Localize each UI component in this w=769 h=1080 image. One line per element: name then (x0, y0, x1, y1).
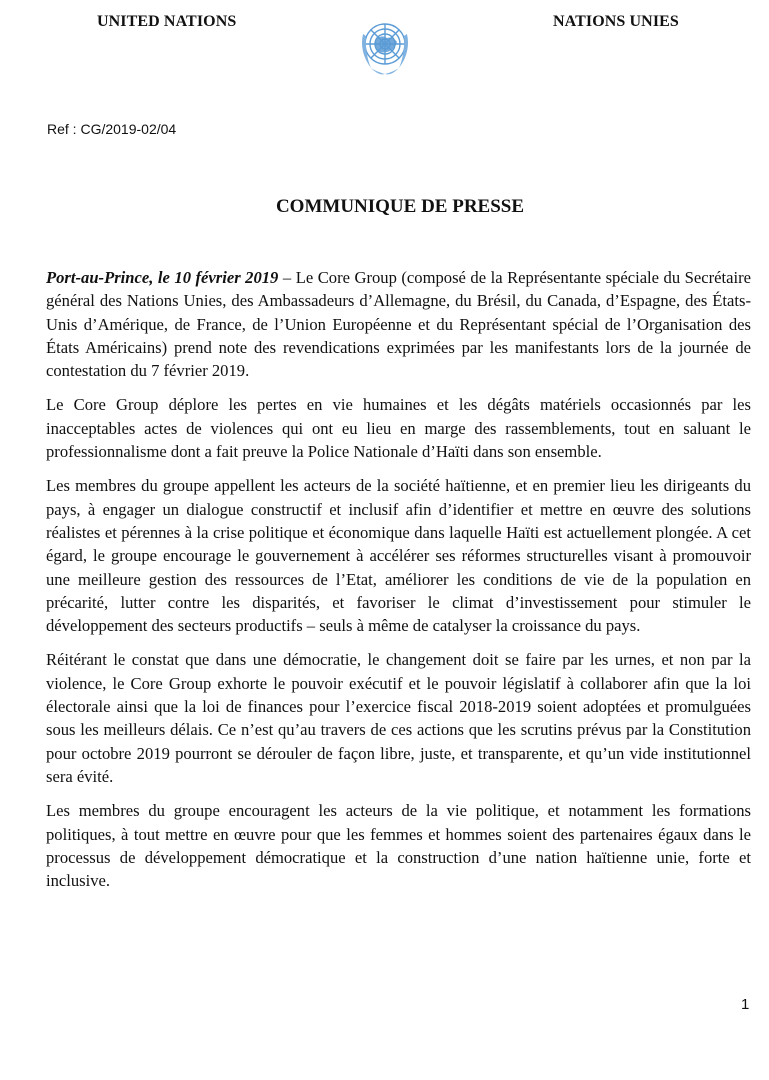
paragraph: Les membres du groupe encouragent les acteurs de la vie politique, et notamment les formations politiques, à tout mettre en œuvre pour que les femmes et hommes soient des partenaires égaux dans le processus de développement démocratique et la construction d’une nation haïtienne unie, forte et inclusive. (46, 801, 751, 891)
paragraph (46, 266, 751, 382)
un-emblem-icon (357, 14, 413, 84)
header-nations-unies: NATIONS UNIES (553, 13, 679, 30)
reference-number: Ref : CG/2019-02/04 (47, 121, 177, 137)
page-number: 1 (741, 996, 750, 1013)
header-united-nations: UNITED NATIONS (97, 13, 237, 30)
paragraph: Les membres du groupe appellent les acteurs de la société haïtienne, et en premier lieu les dirigeants du pays, à engager un dialogue constructif et inclusif afin d’identifier et mettre en œuvre des solutions réalistes et pérennes à la crise politique et économique dans laquelle Haïti est actuellement plongée. A cet égard, le groupe encourage le gouvernement à accélérer ses réformes structurelles visant à promouvoir une meilleure gestion des ressources de l’Etat, améliorer les conditions de vie de la population en précarité, lutter contre les disparités, et favoriser le climat d’investissement pour stimuler le développement des secteurs productifs – seuls à même de catalyser la croissance du pays. (46, 476, 751, 636)
document-title: COMMUNIQUE DE PRESSE (275, 196, 525, 217)
paragraph: Réitérant le constat que dans une démocratie, le changement doit se faire par les urnes, et non par la violence, le Core Group exhorte le pouvoir exécutif et le pouvoir législatif à collaborer afin que la loi électorale ainsi que la loi de finances pour l’exercice fiscal 2018-2019 soient adoptées et promulguées sous les meilleurs délais. Ce n’est qu’au travers de ces actions que les scrutins prévus par la Constitution pour octobre 2019 pourront se dérouler de façon libre, juste, et transparente, et qu’un vide institutionnel sera évité. (46, 650, 751, 786)
document-body (46, 266, 751, 903)
dateline: Port-au-Prince, le 10 février 2019 (46, 268, 279, 287)
paragraph-text: – Le Core Group (composé de la Représentante spéciale du Secrétaire général des Nations Unies, des Ambassadeurs d’Allemagne, du Brésil, du Canada, d’Espagne, des États-Unis d’Amérique, de France, de l’Union Européenne et du Représentant spécial de l’Organisation des États Américains) prend note des revendications exprimées par les manifestants lors de la journée de contestation du 7 février 2019. (46, 268, 751, 381)
paragraph: Le Core Group déplore les pertes en vie humaines et les dégâts matériels occasionnés par les inacceptables actes de violences qui ont eu lieu en marge des rassemblements, tout en saluant le professionnalisme dont a fait preuve la Police Nationale d’Haïti dans son ensemble. (46, 395, 751, 462)
